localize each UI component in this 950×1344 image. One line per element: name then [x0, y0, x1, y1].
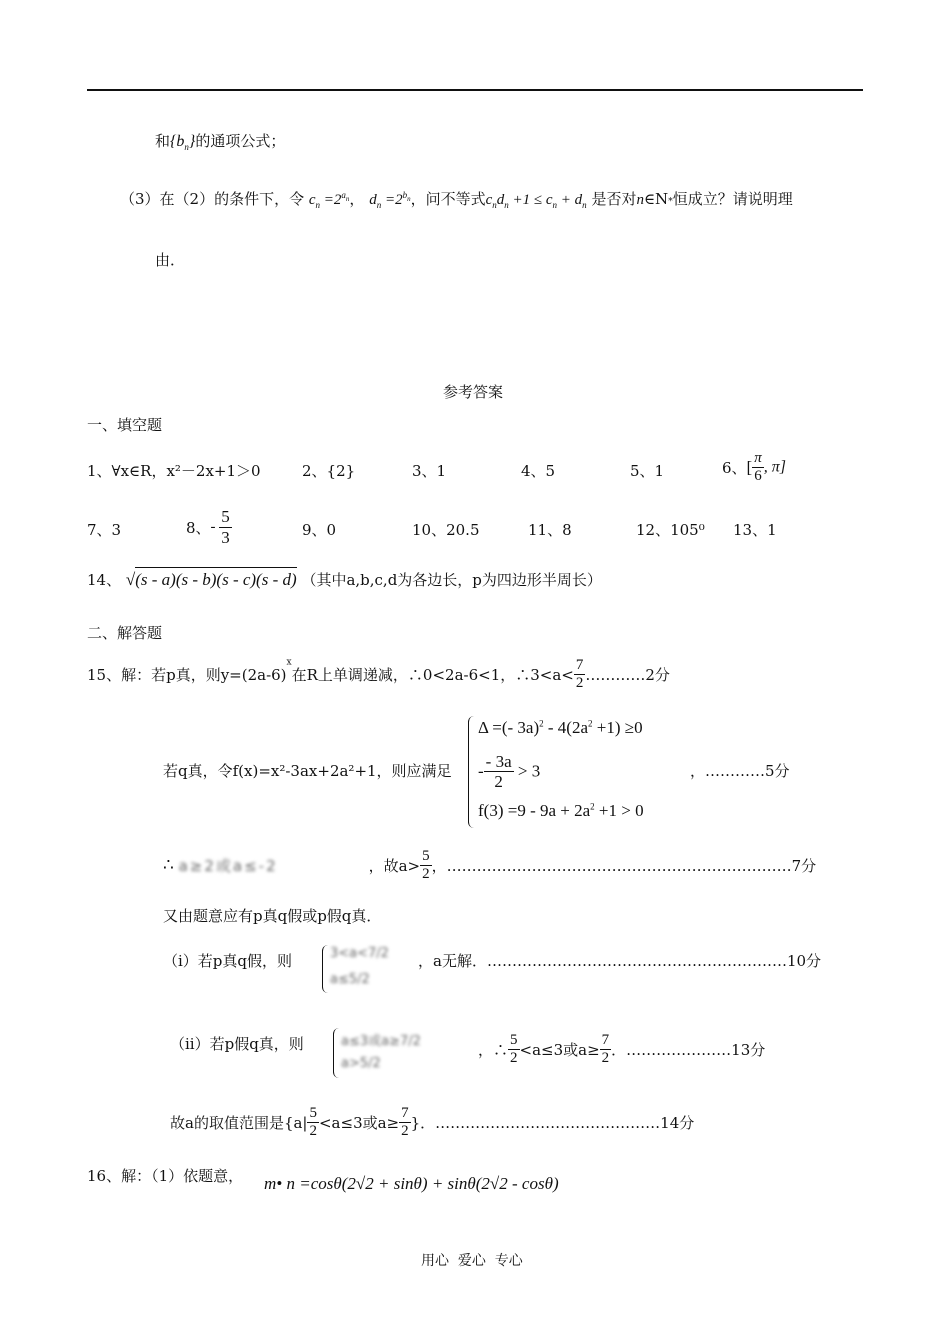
answer-1-text: ∀x∈R，x²－2x+1＞0	[111, 462, 261, 480]
answer-4-text: 5	[545, 462, 556, 480]
q3-ineq-text: ，问不等式	[410, 190, 486, 208]
page-footer: 用心 爱心 专心	[421, 1253, 523, 1269]
answer-11-text: 8	[562, 521, 572, 539]
prev-line-end: 由．	[155, 251, 186, 269]
answer-10-text: 20.5	[446, 521, 480, 539]
therefore-symbol: ∴	[163, 855, 174, 876]
range-frac-5-2: $\frac{5}{2}$	[309, 1105, 317, 1139]
case1-no-solution: ，a无解．	[418, 952, 487, 970]
answer-9	[302, 519, 336, 540]
answer-8-no: 8、	[186, 519, 211, 537]
answer-7-no: 7、	[87, 521, 112, 539]
case2-frac-5-2: $\frac{5}{2}$	[510, 1032, 518, 1066]
answer-3-text: 1	[436, 462, 447, 480]
case2-therefore: ，∴	[478, 1041, 509, 1059]
answer-7	[87, 519, 121, 540]
range-line	[170, 1105, 694, 1140]
answer-4-no: 4、	[521, 462, 546, 480]
sys1-line-3: $f(3) =9 - 9a + 2a^2 +1 > 0$	[478, 801, 644, 820]
sys1-line-1: Δ =(- $3a)^2 - 4(2a^2 +1) \ge 0$	[478, 718, 643, 737]
answer-2-no: 2、	[302, 462, 327, 480]
answer-14-note: （其中a,b,c,d为各边长，p为四边形半周长）	[301, 571, 602, 589]
q15-score-2: …………2分	[585, 666, 670, 684]
answer-13-text: 1	[767, 521, 777, 539]
ineq: $c_nd_n +1 \le c_n + d_n$	[485, 192, 587, 210]
answer-11	[528, 519, 572, 540]
q15-frac-7-2: $\frac{7}{2}$	[575, 657, 584, 691]
case2-score-13: ．…………………13分	[611, 1041, 766, 1059]
answer-5	[630, 460, 664, 481]
answer-14-no: 14、	[87, 571, 122, 589]
q15-q-intro: 若q真，令f(x)=x²-3ax+2a²+1，则应满足	[163, 762, 452, 780]
q15-score-5: ，…………5分	[690, 762, 790, 780]
answer-2-text: {2}	[326, 462, 356, 480]
answer-14-formula: √(s - a)(s - b)(s - c)(s - d)	[126, 567, 297, 589]
case1-sys-line-1: 3<a<7/2	[330, 946, 389, 961]
answer-2	[302, 460, 355, 481]
sys1-line-2: - $\frac{- 3a}{2}$ > 3	[478, 752, 541, 791]
answer-14	[87, 569, 602, 590]
answer-8: 8、- $\frac{5}{3}$	[186, 507, 230, 547]
cn-def: $c_n =2^{a_n}$	[308, 190, 350, 210]
case1-brace	[322, 945, 329, 993]
header-rule	[87, 89, 863, 91]
prev-line-1	[155, 130, 285, 152]
q15-then-line: 又由题意应有p真q假或p假q真．	[163, 907, 382, 925]
dn-def: $d_n =2^{b_n}$	[369, 190, 411, 210]
q3-whether: 是否对	[591, 190, 637, 208]
answer-12	[636, 519, 705, 540]
range-c: }．	[410, 1114, 436, 1132]
answer-7-text: 3	[111, 521, 122, 539]
blurred-formula: a≥2或a≤-2	[178, 857, 278, 875]
range-a: 故a的取值范围是{a|	[170, 1114, 308, 1132]
answer-10-no: 10、	[412, 521, 447, 539]
answer-12-text: 105⁰	[670, 521, 705, 539]
case2-sys-line-2: a>5/2	[341, 1056, 381, 1071]
answer-1-no: 1、	[87, 462, 112, 480]
answer-6-no: 6、	[722, 459, 747, 477]
answers-title: 参考答案	[443, 383, 504, 401]
answer-4	[521, 460, 555, 481]
q15-p-b: 在R上单调递减，∴0<2a-6<1，∴3<a<	[291, 666, 574, 684]
answer-5-text: 1	[654, 462, 665, 480]
q16-formula: m• n =cosθ(2√2 + sinθ) + sinθ(2√2 - cosθ)	[264, 1174, 559, 1193]
answer-3-no: 3、	[412, 462, 437, 480]
answer-9-no: 9、	[302, 521, 327, 539]
case2-frac-7-2: $\frac{7}{2}$	[601, 1032, 610, 1066]
text-he: 和	[155, 132, 171, 150]
answer-3	[412, 460, 446, 481]
answer-10	[412, 519, 480, 540]
answer-5-no: 5、	[630, 462, 655, 480]
case1-sys-line-2: a≤5/2	[330, 972, 370, 987]
case1-result	[418, 950, 821, 971]
q15-score-7: ，……………………………………………………………7分	[431, 857, 817, 875]
q3-always: 恒成立？请说明理	[672, 190, 793, 208]
q15-p-a: 15、解：若p真，则y=(2a-6)	[87, 666, 287, 684]
case2-brace	[333, 1028, 340, 1078]
answer-13-no: 13、	[733, 521, 768, 539]
q15-p-line: 15、解：若p真，则$y=(2a-6)^x$在R上单调递减，∴0<2a-6<1，∴3<a< $\frac{7}{2}$ …………2分	[87, 657, 670, 691]
answer-8-frac: $\frac{5}{3}$	[221, 507, 230, 547]
answer-6: 6、[ $\frac{\pi}{6}$ , π]	[722, 450, 786, 484]
q15-frac-5-2: $\frac{5}{2}$	[422, 848, 430, 882]
bn-set: $\{b_n\}$	[170, 133, 196, 153]
prev-line-q3: （3）在（2）的条件下，令 $c_n =2^{a_n}$， $d_n =2^{b_n}$，问不等式$c_nd_n +1 \le c_n + d_n$ 是否对n∈N*恒成立？请说明理	[120, 190, 793, 210]
case1-intro: （i）若p真q假，则	[163, 952, 293, 970]
range-frac-7-2: $\frac{7}{2}$	[401, 1105, 409, 1139]
text-formula: 的通项公式；	[195, 132, 286, 150]
q3-intro: （3）在（2）的条件下，令	[120, 190, 305, 208]
section2-title: 二、解答题	[87, 624, 163, 642]
q3-in-n: ∈N	[643, 190, 669, 208]
case2-sys-line-1: a≤3或a≥7/2	[341, 1034, 421, 1049]
q15-conclusion-a: ，故a>	[368, 857, 421, 875]
sys1-brace	[468, 716, 477, 828]
range-b: <a≤3或a≥	[318, 1114, 400, 1132]
section1-title: 一、填空题	[87, 416, 163, 434]
answer-9-text: 0	[326, 521, 337, 539]
case2-result	[478, 1032, 765, 1067]
case2-intro: （ii）若p假q真，则	[170, 1035, 304, 1053]
answer-13	[733, 519, 777, 540]
q15-therefore-line	[163, 848, 816, 883]
answer-11-no: 11、	[528, 521, 563, 539]
q16-intro: 16、解：（1）依题意，	[87, 1167, 244, 1185]
n-var: n	[636, 192, 644, 208]
case2-range: <a≤3或a≥	[519, 1041, 600, 1059]
range-score-14: ………………………………………14分	[435, 1114, 695, 1132]
answer-6-frac: $\frac{\pi}{6}$	[754, 450, 762, 484]
answer-12-no: 12、	[636, 521, 671, 539]
case1-score-10: ……………………………………………………10分	[486, 952, 822, 970]
answer-1	[87, 460, 261, 481]
bn: b	[176, 133, 185, 150]
